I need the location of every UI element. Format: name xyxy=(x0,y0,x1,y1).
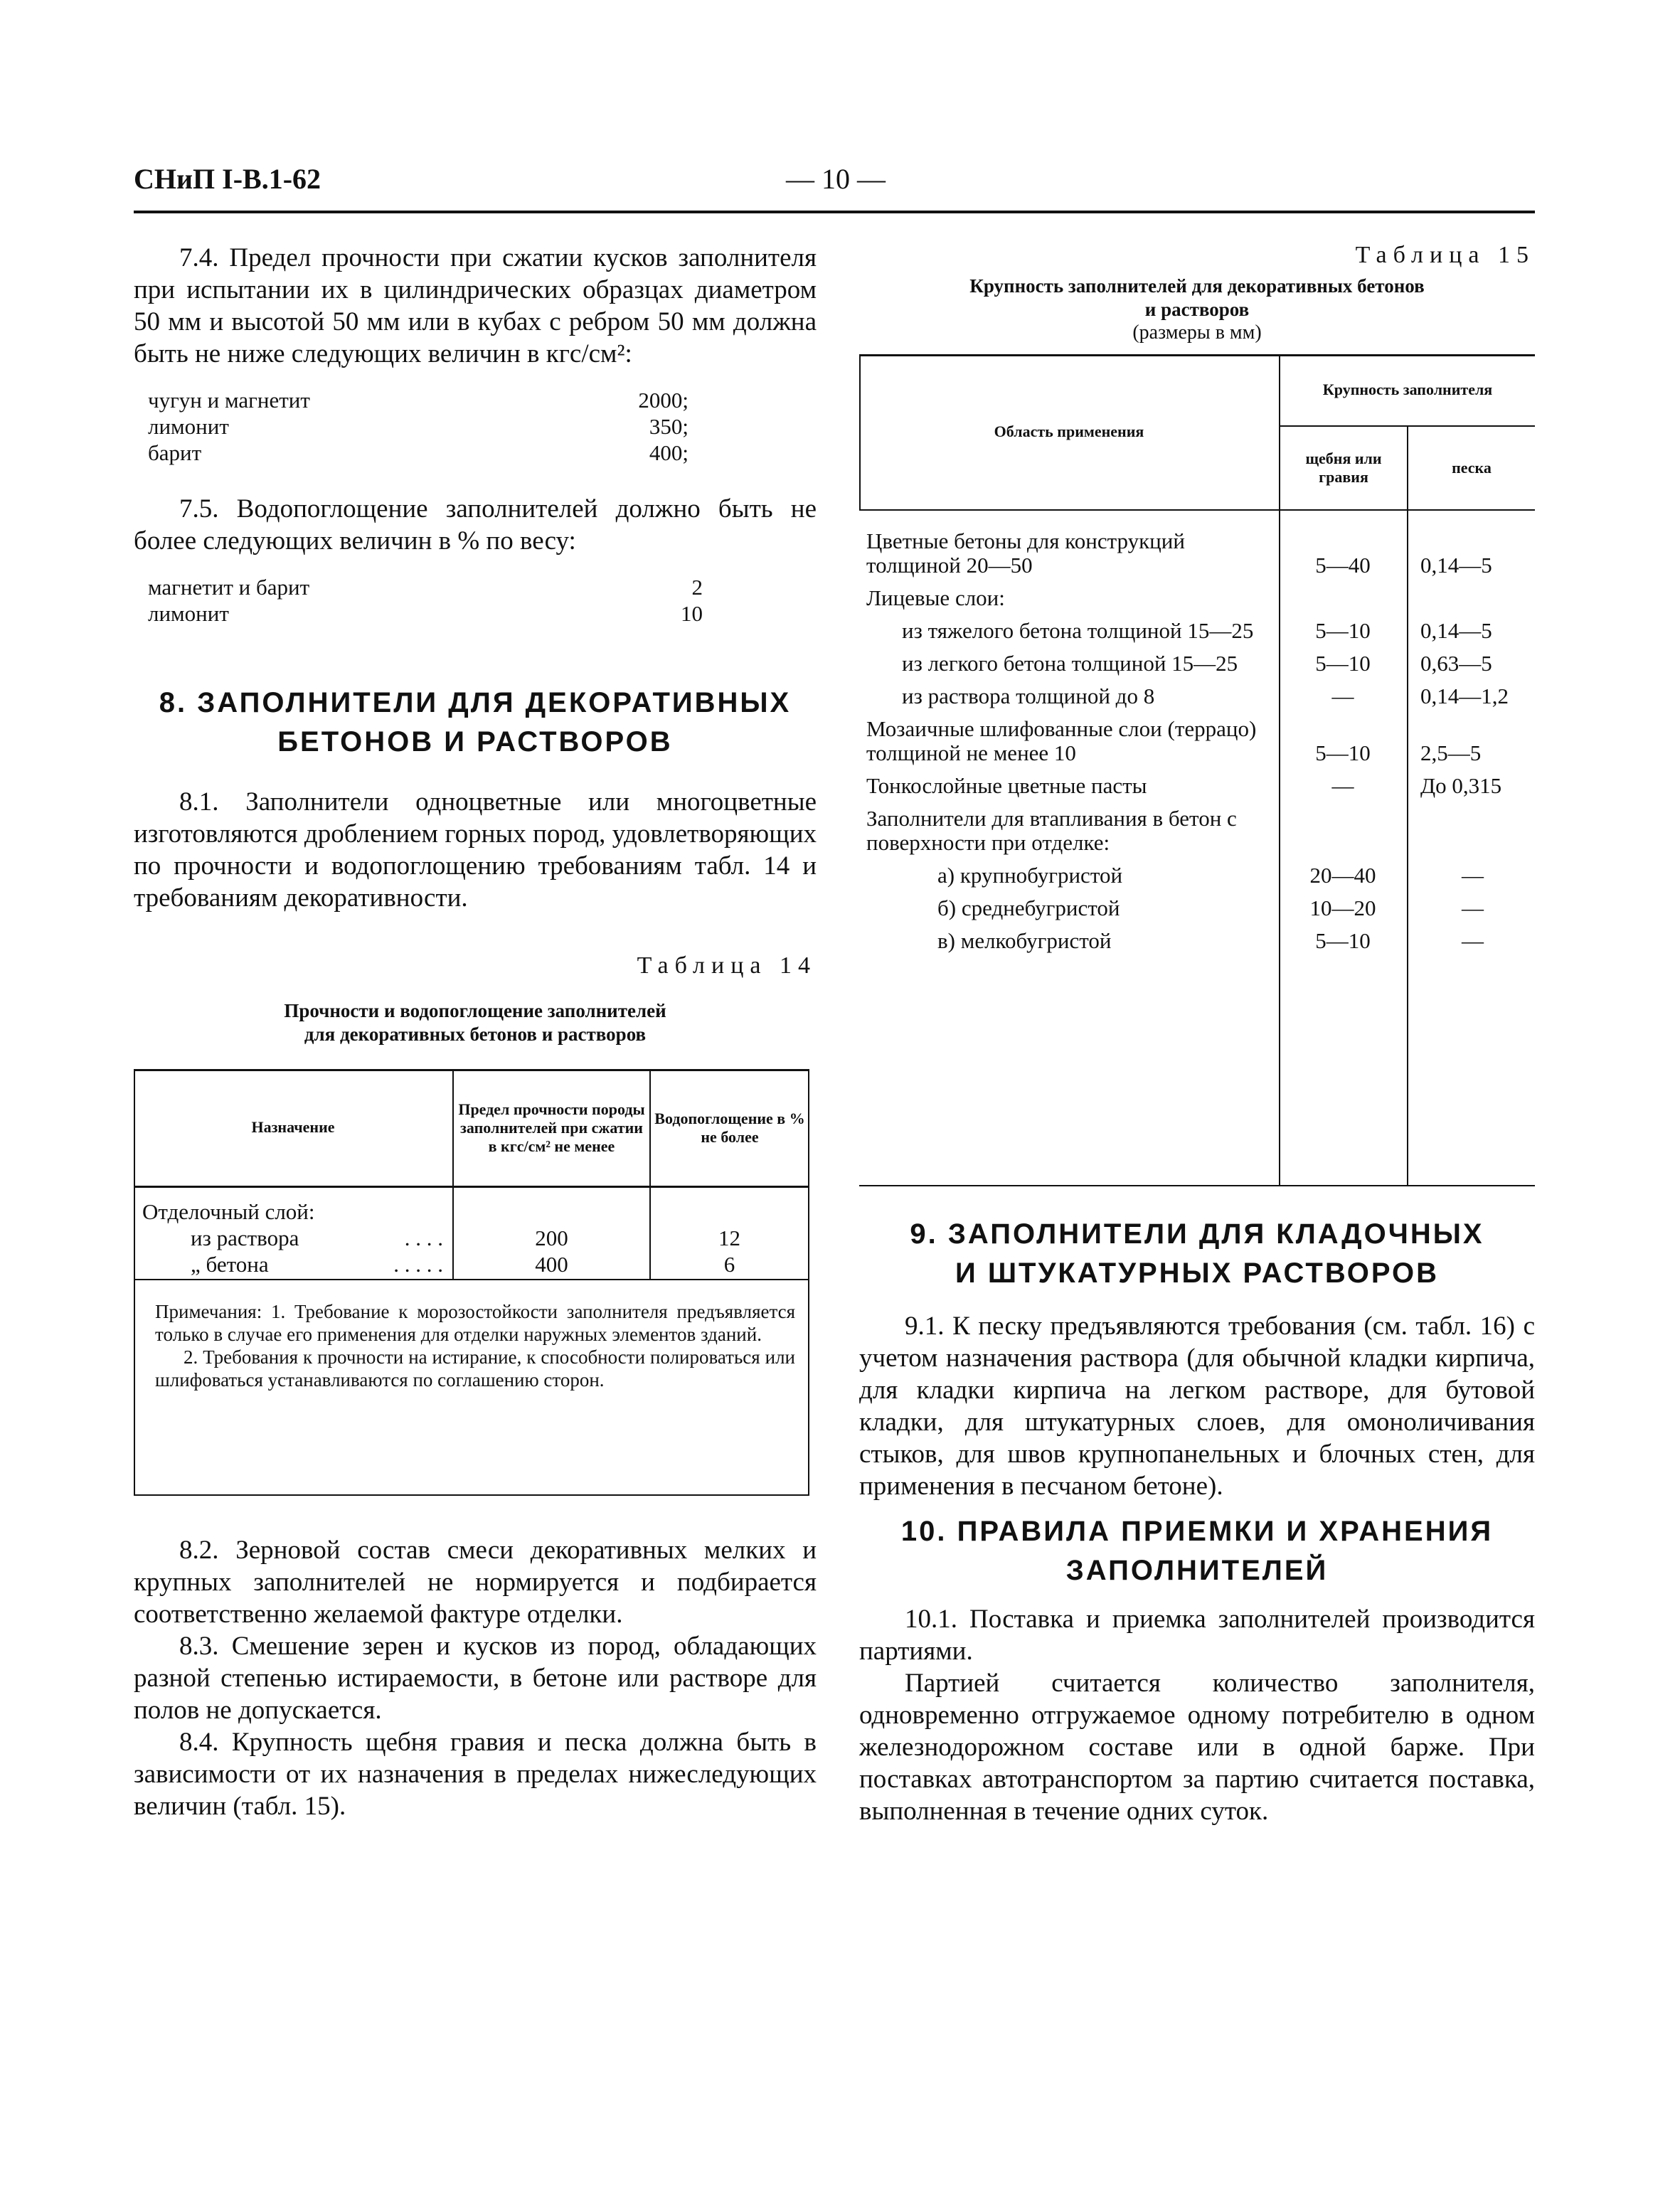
table-row: Заполнители для втапливания в бетон с поверхности при отделке: xyxy=(866,806,1237,855)
list-item: барит 400; xyxy=(148,440,689,465)
table-row: б) среднебугристой 10—20 — xyxy=(937,895,1484,920)
table-row: в) мелкобугристой 5—10 — xyxy=(937,928,1484,953)
note-1: Примечания: 1. Требование к морозостойкости заполнителя предъявляется только в случае его применения для отделки наружных элементов зданий. xyxy=(155,1301,795,1345)
paragraph-9-1: 9.1. К песку предъявляются требования (см. табл. 16) с учетом назначения раствора (для обычной кладки кирпича, для кладки кирпича на легком растворе, для бутовой кладки, для штукатурных слоев, для омоноличивания стыков, для швов крупнопанельных и блочных стен, для применения в песчаном бетоне). xyxy=(859,1312,1536,1501)
table-14-caption: Таблица 14 xyxy=(637,952,817,979)
table-row: из легкого бетона толщиной 15—25 5—10 0,63—5 xyxy=(902,651,1492,676)
paragraph-8-1: 8.1. Заполнители одноцветные или многоцветные изготовляются дроблением горных пород, удовлетворяющих по прочности и водопоглощению требованиям табл. 14 и требованиям декоративности. xyxy=(134,787,817,913)
table-14-head-purpose: Назначение xyxy=(251,1118,335,1136)
table-cell: 400 xyxy=(535,1252,568,1277)
table-cell: 6 xyxy=(723,1252,735,1277)
table-15-title: Крупность заполнителей для декоративных бетонов и растворов xyxy=(969,275,1425,320)
table-15-caption: Таблица 15 xyxy=(1355,242,1535,268)
paragraph-8-3: 8.3. Смешение зерен и кусков из пород, обладающих разной степенью истираемости, в бетоне или растворе для полов не допускается. xyxy=(134,1632,817,1725)
page-number: — 10 — xyxy=(786,163,886,195)
header-rule xyxy=(134,211,1535,213)
table-14-head-water: Водопоглощение в % не более xyxy=(654,1110,805,1146)
table-14 xyxy=(134,1069,817,1503)
table-row: из раствора толщиной до 8 — 0,14—1,2 xyxy=(902,684,1509,708)
water-list xyxy=(148,574,703,627)
table-row: из тяжелого бетона толщиной 15—25 5—10 0,14—5 xyxy=(902,618,1492,643)
list-item: чугун и магнетит 2000; xyxy=(148,388,689,413)
list-item: магнетит и барит 2 xyxy=(148,575,703,600)
table-15-head-sand: песка xyxy=(1452,459,1492,477)
table-row: из раствора . . . . xyxy=(191,1226,443,1250)
table-15-head-gravel: щебня или гравия xyxy=(1305,450,1382,486)
note-2: 2. Требования к прочности на истирание, к способности полироваться или шлифоваться устанавливаются по соглашению сторон. xyxy=(155,1346,795,1391)
paragraph-7-5: 7.5. Водопоглощение заполнителей должно быть не более следующих величин в % по весу: xyxy=(134,494,817,555)
paragraph-10-1: 10.1. Поставка и приемка заполнителей производится партиями. xyxy=(859,1605,1535,1666)
table-row: а) крупнобугристой 20—40 — xyxy=(937,863,1484,888)
section-8-heading: 8. ЗАПОЛНИТЕЛИ ДЛЯ ДЕКОРАТИВНЫХ БЕТОНОВ И РАСТВОРОВ xyxy=(159,687,792,757)
table-cell: 12 xyxy=(718,1226,740,1250)
table-row: „ бетона . . . . . xyxy=(191,1252,443,1277)
table-14-title: Прочности и водопоглощение заполнителей для декоративных бетонов и растворов xyxy=(284,1000,666,1045)
table-15-body xyxy=(866,525,1535,957)
strength-list xyxy=(148,387,689,466)
left-column xyxy=(134,242,817,1822)
table-15 xyxy=(859,354,1535,1186)
paragraph-8-4: 8.4. Крупность щебня гравия и песка должна быть в зависимости от их назначения в пределах нижеследующих величин (табл. 15). xyxy=(134,1728,817,1821)
table-14-notes xyxy=(155,1300,795,1391)
section-10-heading: 10. ПРАВИЛА ПРИЕМКИ И ХРАНЕНИЯ ЗАПОЛНИТЕЛЕЙ xyxy=(900,1516,1494,1586)
paragraph-8-2: 8.2. Зерновой состав смеси декоративных мелких и крупных заполнителей не нормируется и подбирается соответственно желаемой фактуре отделки. xyxy=(134,1536,817,1629)
table-row: Цветные бетоны для конструкций толщиной 20—50 5—40 0,14—5 xyxy=(866,528,1492,578)
table-15-head-area: Область применения xyxy=(994,422,1144,440)
table-15-subtitle: (размеры в мм) xyxy=(1132,321,1262,344)
paragraph-7-4: 7.4. Предел прочности при сжатии кусков заполнителя при испытании их в цилиндрических образцах диаметром 50 мм и высотой 50 мм или в кубах с ребром 50 мм должна быть не ниже следующих величин в кгс/см²: xyxy=(134,243,817,368)
table-15-head-size: Крупность заполнителя xyxy=(1322,381,1493,398)
table-row: Лицевые слои: xyxy=(866,585,1005,610)
doc-code: СНиП I-В.1-62 xyxy=(134,163,321,195)
right-column xyxy=(859,242,1535,1827)
list-item: лимонит 10 xyxy=(148,601,703,626)
paragraph-10-1-b: Партией считается количество заполнителя, одновременно отгружаемое одному потребителю в одном железнодорожном составе или в одной барже. При поставках автотранспортом за партию считается поставка, выполненная в течение одних суток. xyxy=(859,1669,1535,1826)
section-9-heading: 9. ЗАПОЛНИТЕЛИ ДЛЯ КЛАДОЧНЫХ И ШТУКАТУРНЫХ РАСТВОРОВ xyxy=(910,1218,1484,1289)
table-14-head-strength: Предел прочности породы заполнителей при сжатии в кгс/см² не менее xyxy=(458,1100,645,1155)
table-14-group: Отделочный слой: xyxy=(142,1199,315,1224)
table-row: Мозаичные шлифованные слои (террацо) толщиной не менее 10 5—10 2,5—5 xyxy=(866,716,1482,765)
list-item: лимонит 350; xyxy=(148,414,689,439)
table-cell: 200 xyxy=(535,1226,568,1250)
table-row: Тонкослойные цветные пасты — До 0,315 xyxy=(866,773,1502,798)
